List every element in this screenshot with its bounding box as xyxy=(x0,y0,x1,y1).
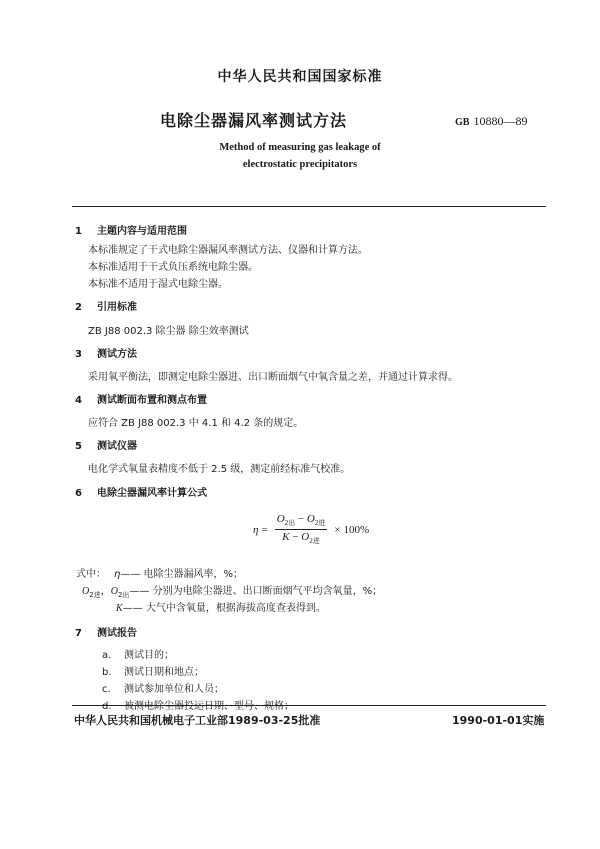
standard-org-header: 中华人民共和国国家标准 xyxy=(217,69,383,85)
section-2-heading: 2 引用标准 xyxy=(75,302,137,313)
formula-times: × xyxy=(334,523,341,536)
formula-equals: = xyxy=(261,523,268,536)
section-1-heading: 1 主题内容与适用范围 xyxy=(75,226,187,237)
formula-fraction xyxy=(275,513,328,546)
section-6-heading: 6 电除尘器漏风率计算公式 xyxy=(75,488,207,499)
section-1-para-3: 本标准不适用于湿式电除尘器。 xyxy=(88,279,228,290)
english-title-line-1: Method of measuring gas leakage of xyxy=(219,142,381,153)
top-divider xyxy=(72,206,546,207)
section-5-heading: 5 测试仪器 xyxy=(75,441,137,452)
formula-numerator: $O_{2出} - O_{2进}$ xyxy=(275,513,328,530)
leakage-rate-formula xyxy=(253,513,369,546)
definition-oxygen: $O_{2进}$，$O_{2出}——$ 分别为电除尘器进、出口断面烟气平均含氧量，%； xyxy=(82,586,383,599)
standard-prefix: GB xyxy=(455,117,470,128)
section-5-para-1: 电化学式氧量表精度不低于 2.5 级，测定前经标准气校准。 xyxy=(88,464,351,475)
section-4-para-1: 应符合 ZB J88 002.3 中 4.1 和 4.2 条的规定。 xyxy=(88,418,304,429)
section-3-para-1: 采用氧平衡法，即测定电除尘器进、出口断面烟气中氧含量之差，并通过计算求得。 xyxy=(88,372,458,383)
standard-code: 10880—89 xyxy=(473,114,528,128)
formula-denominator: $K - O_{2进}$ xyxy=(282,531,320,546)
report-item: c. 测试参加单位和人员； xyxy=(102,684,224,695)
report-item: d. 被测电除尘器投运日期、型号、规格； xyxy=(102,697,298,712)
section-3-heading: 3 测试方法 xyxy=(75,349,137,360)
approval-line: 中华人民共和国机械电子工业部1989-03-25批准 xyxy=(74,714,321,727)
formula-percent: 100% xyxy=(343,523,370,536)
section-7-heading: 7 测试报告 xyxy=(75,628,137,639)
report-item: a. 测试目的； xyxy=(102,650,174,661)
bottom-divider xyxy=(72,705,546,706)
report-item: b. 测试日期和地点； xyxy=(102,667,204,678)
english-title-line-2: electrostatic precipitators xyxy=(242,159,358,170)
definition-eta: 式中： η—— 电除尘器漏风率，%； xyxy=(76,569,244,580)
formula-eta: η xyxy=(253,523,259,536)
definition-k: K—— 大气中含氧量，根据海拔高度查表得到。 xyxy=(116,603,326,614)
effective-date: 1990-01-01实施 xyxy=(452,714,545,727)
section-1-para-2: 本标准适用于干式负压系统电除尘器。 xyxy=(88,262,258,273)
section-4-heading: 4 测试断面布置和测点布置 xyxy=(75,395,207,406)
document-title: 电除尘器漏风率测试方法 xyxy=(160,111,348,130)
section-2-para-1: ZB J88 002.3 除尘器 除尘效率测试 xyxy=(88,326,249,337)
standard-number xyxy=(455,114,527,129)
section-1-para-1: 本标准规定了干式电除尘器漏风率测试方法、仪器和计算方法。 xyxy=(88,245,368,256)
